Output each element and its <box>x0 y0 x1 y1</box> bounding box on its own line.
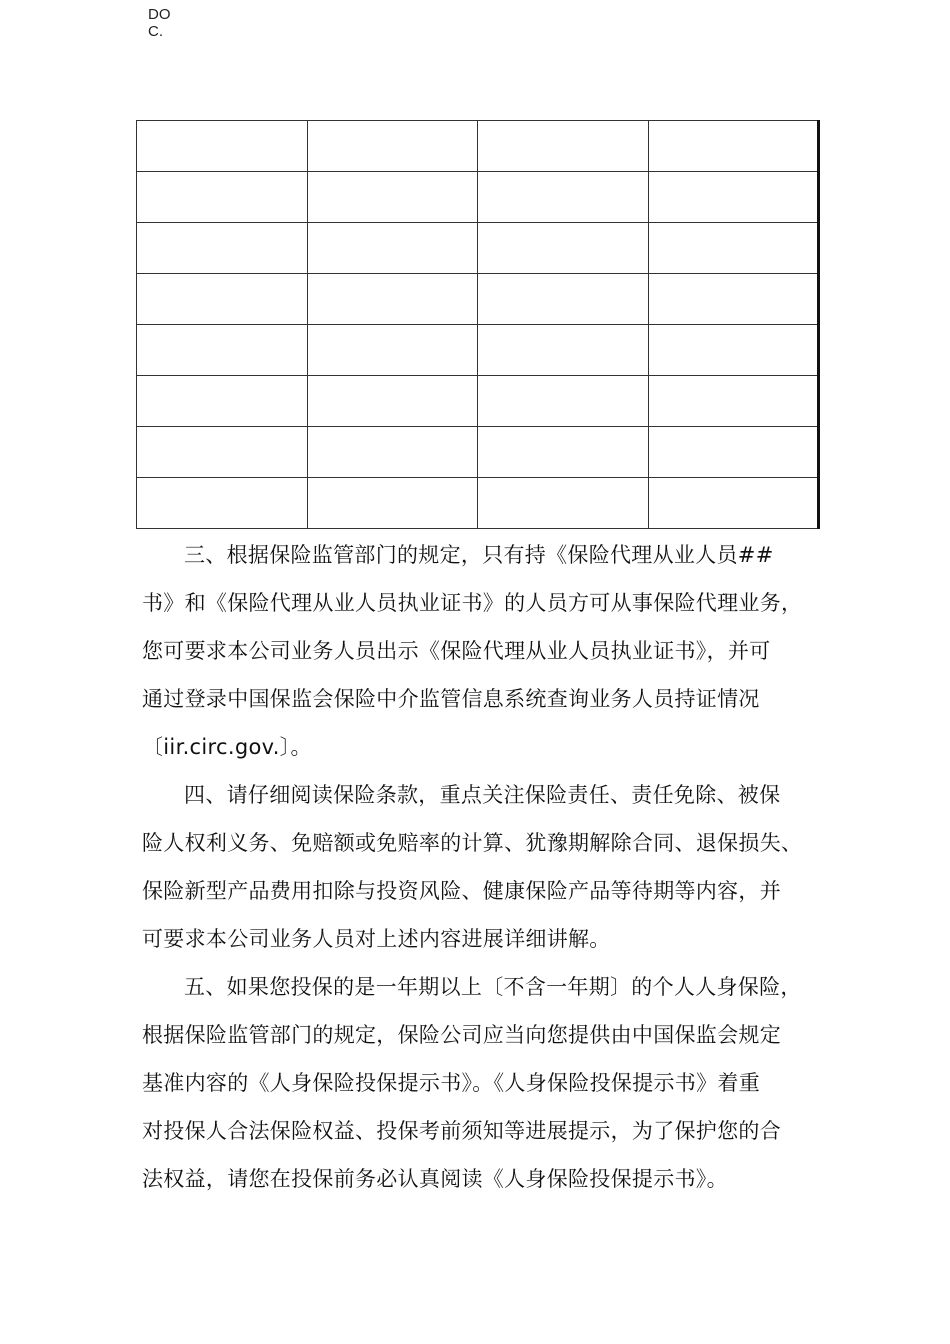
table-cell <box>648 376 819 427</box>
table-row <box>137 376 819 427</box>
table-cell <box>137 121 308 172</box>
table-cell <box>478 274 649 325</box>
table-cell <box>137 223 308 274</box>
table-cell <box>648 121 819 172</box>
paragraph-four <box>142 771 832 963</box>
text-line: 根据保险监管部门的规定，保险公司应当向您提供由中国保监会规定 <box>142 1023 781 1047</box>
text-line: 可要求本公司业务人员对上述内容进展详细讲解。 <box>142 927 611 951</box>
table-cell <box>137 325 308 376</box>
table-cell <box>137 274 308 325</box>
table-cell <box>478 121 649 172</box>
table-cell <box>307 376 478 427</box>
table-row <box>137 274 819 325</box>
table-cell <box>648 172 819 223</box>
paragraph-five <box>142 963 832 1203</box>
table-row <box>137 172 819 223</box>
header-mark-line1: DO <box>148 6 171 23</box>
table-cell <box>648 325 819 376</box>
table-cell <box>478 478 649 529</box>
table-cell <box>307 223 478 274</box>
document-body <box>142 531 832 1203</box>
text-line: 〔iir.circ.gov.〕。 <box>142 735 312 759</box>
table-row <box>137 478 819 529</box>
table-cell <box>648 223 819 274</box>
table-cell <box>307 325 478 376</box>
text-line: 四、请仔细阅读保险条款，重点关注保险责任、责任免除、被保 <box>184 783 781 807</box>
header-mark-line2: C. <box>148 23 163 40</box>
text-line: 险人权利义务、免赔额或免赔率的计算、犹豫期解除合同、退保损失、 <box>142 831 803 855</box>
text-line: 书》和《保险代理从业人员执业证书》的人员方可从事保险代理业务， <box>142 591 803 615</box>
table-cell <box>307 121 478 172</box>
text-line: 保险新型产品费用扣除与投资风险、健康保险产品等待期等内容，并 <box>142 879 781 903</box>
table-cell <box>478 376 649 427</box>
table-cell <box>307 172 478 223</box>
text-line: 五、如果您投保的是一年期以上〔不含一年期〕的个人人身保险， <box>184 975 802 999</box>
table-cell <box>478 172 649 223</box>
text-line: 基准内容的《人身保险投保提示书》。《人身保险投保提示书》着重 <box>142 1071 760 1095</box>
table-cell <box>648 427 819 478</box>
blank-table <box>136 120 820 529</box>
table-row <box>137 427 819 478</box>
table-cell <box>478 223 649 274</box>
table-cell <box>478 325 649 376</box>
table-cell <box>137 478 308 529</box>
paragraph-three <box>142 531 832 771</box>
table-row <box>137 223 819 274</box>
table-cell <box>307 478 478 529</box>
table-cell <box>137 427 308 478</box>
text-line: 您可要求本公司业务人员出示《保险代理从业人员执业证书》，并可 <box>142 639 771 663</box>
table-cell <box>648 478 819 529</box>
table-row <box>137 325 819 376</box>
header-mark <box>148 6 171 40</box>
text-line: 三、根据保险监管部门的规定，只有持《保险代理从业人员## <box>184 543 774 567</box>
table-cell <box>478 427 649 478</box>
text-line: 通过登录中国保监会保险中介监管信息系统查询业务人员持证情况 <box>142 687 760 711</box>
text-line: 对投保人合法保险权益、投保考前须知等进展提示，为了保护您的合 <box>142 1119 781 1143</box>
table-cell <box>648 274 819 325</box>
table-cell <box>137 172 308 223</box>
table-row <box>137 121 819 172</box>
text-line: 法权益，请您在投保前务必认真阅读《人身保险投保提示书》。 <box>142 1167 728 1191</box>
table-cell <box>307 427 478 478</box>
table-cell <box>307 274 478 325</box>
table-cell <box>137 376 308 427</box>
